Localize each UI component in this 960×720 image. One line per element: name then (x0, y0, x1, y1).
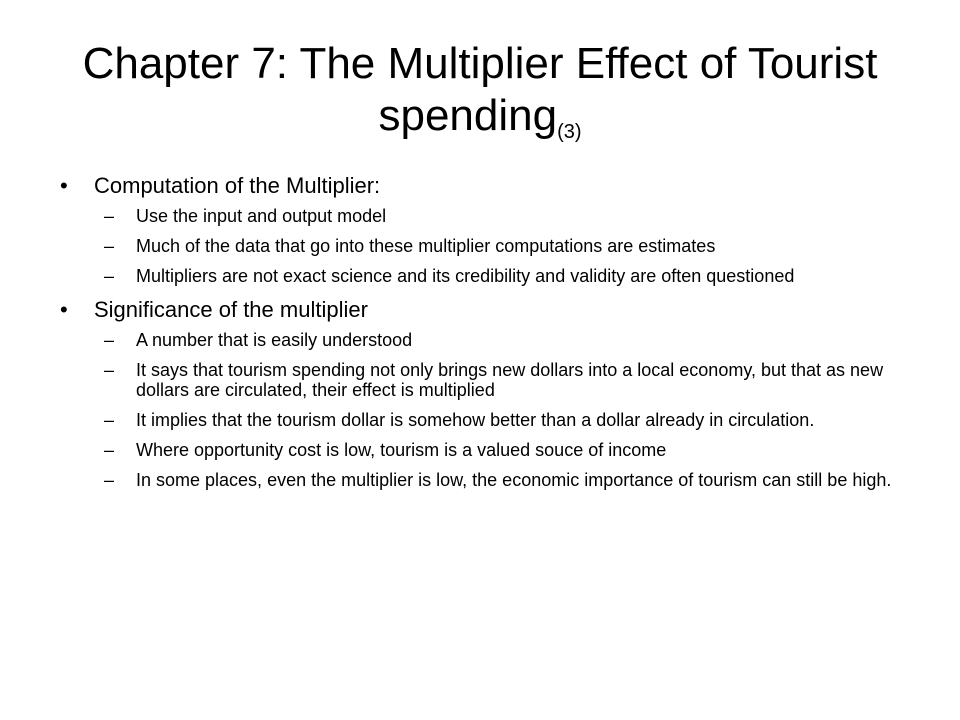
dash-icon: – (104, 266, 115, 286)
sub-bullet-text: It says that tourism spending not only brings new dollars into a local economy, but that as new dollars are circulated, their effect is multiplied (136, 360, 884, 400)
sub-bullet (60, 236, 920, 256)
bullet-text: Significance of the multiplier (94, 297, 368, 322)
slide-title-main: Chapter 7: The Multiplier Effect of Tourist spending (82, 39, 878, 140)
sub-bullet (60, 440, 920, 460)
bullet-dot-icon: • (60, 173, 68, 198)
sub-bullet-list (60, 206, 920, 286)
sub-bullet-text: In some places, even the multiplier is low, the economic importance of tourism can still be high. (136, 470, 892, 490)
slide-title-suffix: (3) (557, 121, 582, 143)
sub-bullet (60, 206, 920, 226)
sub-bullet-text: Where opportunity cost is low, tourism is a valued souce of income (136, 440, 667, 460)
dash-icon: – (104, 206, 115, 226)
slide-title (48, 38, 912, 150)
dash-icon: – (104, 410, 115, 430)
sub-bullet-text: A number that is easily understood (136, 330, 413, 350)
bullet-dot-icon: • (60, 297, 68, 322)
sub-bullet (60, 330, 920, 350)
sub-bullet-text: It implies that the tourism dollar is somehow better than a dollar already in circulation. (136, 410, 815, 430)
sub-bullet (60, 470, 920, 490)
sub-bullet-text: Use the input and output model (136, 206, 387, 226)
bullet-computation (60, 172, 920, 200)
slide-content (60, 172, 920, 500)
sub-bullet-list (60, 330, 920, 490)
bullet-significance (60, 296, 920, 324)
sub-bullet-text: Much of the data that go into these multiplier computations are estimates (136, 236, 716, 256)
dash-icon: – (104, 470, 115, 490)
bullet-text: Computation of the Multiplier: (94, 173, 381, 198)
sub-bullet (60, 410, 920, 430)
sub-bullet (60, 266, 920, 286)
dash-icon: – (104, 330, 115, 350)
sub-bullet (60, 360, 920, 400)
dash-icon: – (104, 360, 115, 380)
dash-icon: – (104, 440, 115, 460)
sub-bullet-text: Multipliers are not exact science and its credibility and validity are often questioned (136, 266, 795, 286)
dash-icon: – (104, 236, 115, 256)
